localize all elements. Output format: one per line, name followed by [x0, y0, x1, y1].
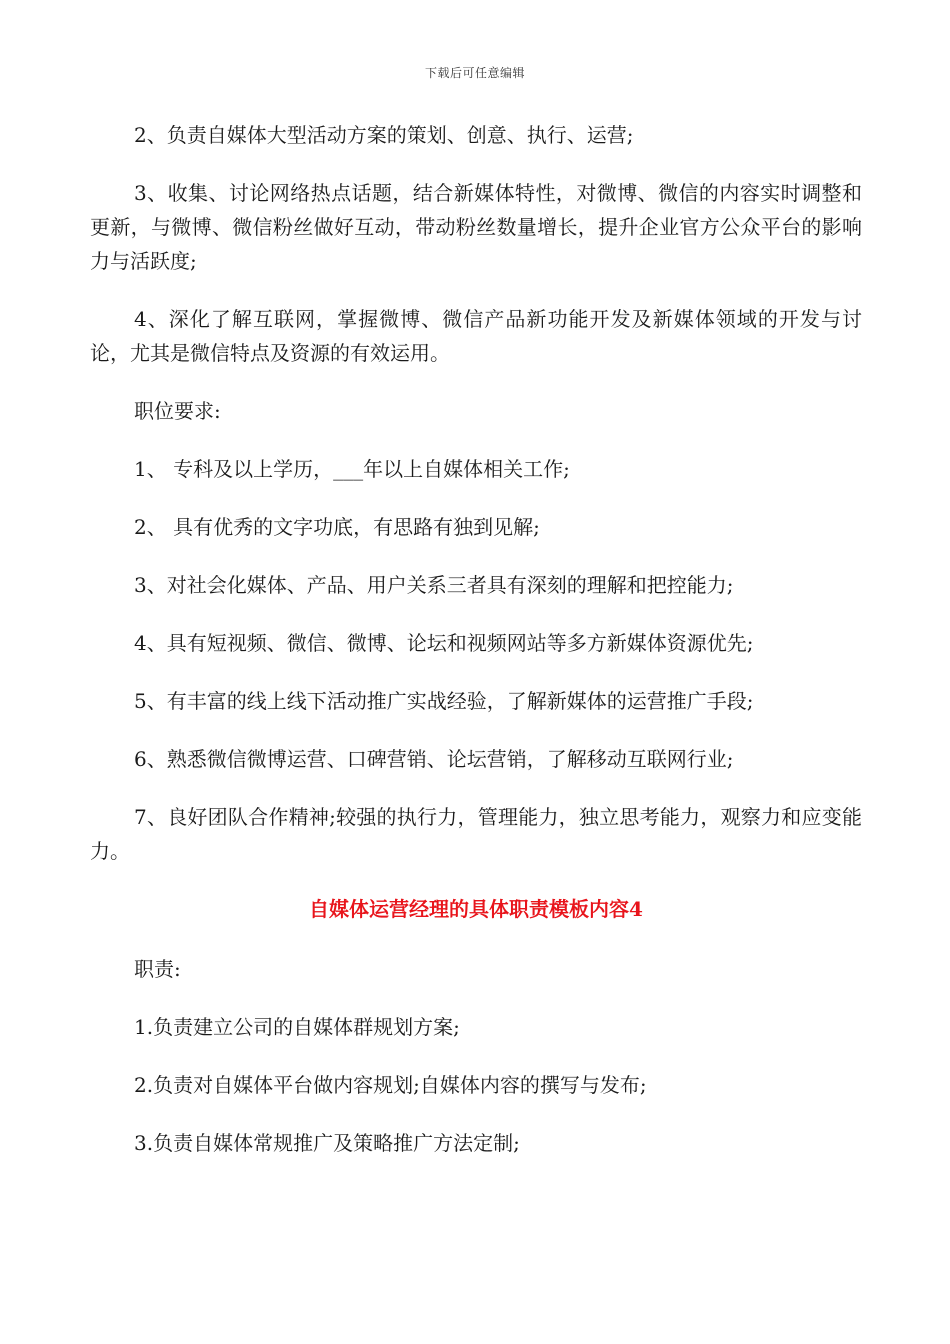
- duty-item-2: 2.负责对自媒体平台做内容规划;自媒体内容的撰写与发布;: [134, 1073, 647, 1097]
- section-title: 自媒体运营经理的具体职责模板内容4: [309, 897, 643, 921]
- page-header-note: 下载后可任意编辑: [424, 66, 525, 80]
- requirement-item-7: 7、良好团队合作精神;较强的执行力，管理能力，独立思考能力，观察力和应变能力。: [90, 805, 862, 863]
- requirement-item-4: 4、具有短视频、微信、微博、论坛和视频网站等多方新媒体资源优先;: [134, 631, 754, 655]
- requirement-item-1: 1、 专科及以上学历，___年以上自媒体相关工作;: [134, 457, 570, 481]
- duty-item-1: 1.负责建立公司的自媒体群规划方案;: [134, 1015, 460, 1039]
- paragraph-duty-4: 4、深化了解互联网，掌握微博、微信产品新功能开发及新媒体领域的开发与讨论，尤其是微信特点及资源的有效运用。: [90, 307, 862, 365]
- paragraph-duty-2: 2、负责自媒体大型活动方案的策划、创意、执行、运营;: [134, 123, 634, 147]
- duty-item-3: 3.负责自媒体常规推广及策略推广方法定制;: [134, 1131, 520, 1155]
- paragraph-duty-3: 3、收集、讨论网络热点话题，结合新媒体特性，对微博、微信的内容实时调整和更新，与微博、微信粉丝做好互动，带动粉丝数量增长，提升企业官方公众平台的影响力与活跃度;: [90, 181, 862, 273]
- requirement-item-3: 3、对社会化媒体、产品、用户关系三者具有深刻的理解和把控能力;: [134, 573, 734, 597]
- requirement-item-2: 2、 具有优秀的文字功底，有思路有独到见解;: [134, 515, 540, 539]
- duties-heading: 职责:: [134, 957, 181, 981]
- document-body: [90, 118, 862, 1184]
- requirement-item-5: 5、有丰富的线上线下活动推广实战经验，了解新媒体的运营推广手段;: [134, 689, 754, 713]
- requirements-heading: 职位要求:: [134, 399, 221, 423]
- requirement-item-6: 6、熟悉微信微博运营、口碑营销、论坛营销，了解移动互联网行业;: [134, 747, 734, 771]
